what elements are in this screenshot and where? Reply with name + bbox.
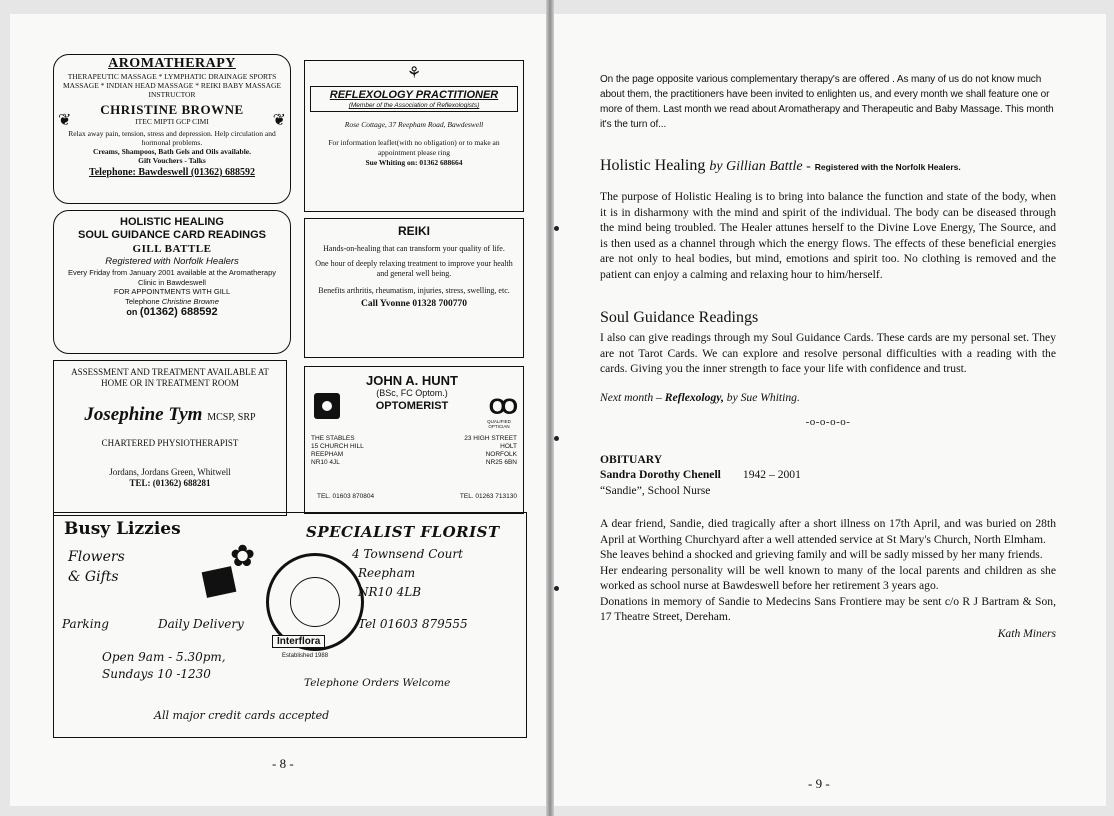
punch-hole-mark xyxy=(554,436,559,441)
address-line: NR10 4LB xyxy=(358,585,422,599)
holistic-phone: (01362) 688592 xyxy=(139,306,218,318)
soul-guidance-heading: Soul Guidance Readings xyxy=(600,309,759,326)
florist-address xyxy=(352,545,463,602)
page-left xyxy=(10,14,546,806)
holistic-heading xyxy=(600,156,1056,177)
florist-tel: Tel 01603 879555 xyxy=(358,617,468,631)
flower-icon: ❦ xyxy=(272,112,286,129)
holistic-schedule: Every Friday from January 2001 available at the Aromatherapy Clinic in Bawdeswell xyxy=(67,268,277,287)
obituary-paragraph: A dear friend, Sandie, died tragically after a short illness on 17th April, and was buried on 28th April at Worthing Churchyard after a well attended service at St Mary's Church, North Elmham. xyxy=(600,517,1056,546)
next-author: by Sue Whiting. xyxy=(726,390,800,404)
reflexology-address: Rose Cottage, 37 Reepham Road, Bawdeswell xyxy=(344,120,484,129)
tel-right: TEL. 01263 713130 xyxy=(459,493,517,500)
optometrist-degrees: (BSc, FC Optom.) xyxy=(376,388,448,398)
florist-ad xyxy=(53,512,527,738)
parking-text: Parking xyxy=(62,617,109,631)
address-line: NR10 4JL xyxy=(311,459,340,466)
reiki-call: Call Yvonne 01328 700770 xyxy=(360,299,467,309)
obituary-years: 1942 – 2001 xyxy=(742,468,801,481)
interflora-logo: Interflora xyxy=(272,635,325,648)
holistic-registered: Registered with the Norfolk Healers. xyxy=(814,162,961,172)
contact-prefix: Telephone xyxy=(125,296,160,306)
address-line: 23 HIGH STREET xyxy=(464,435,517,442)
page-number-right: - 9 - xyxy=(808,776,830,791)
florist-tagline xyxy=(68,547,125,587)
address-left xyxy=(311,435,414,467)
article xyxy=(600,72,1056,640)
section-separator: -o-o-o-o- xyxy=(805,415,851,428)
aromatherapy-ad xyxy=(53,54,291,204)
address-line: HOLT xyxy=(500,443,517,450)
glasses-icon: OO xyxy=(488,394,513,419)
reiki-line3: Benefits arthritis, rheumatism, injuries, stress, swelling, etc. xyxy=(318,286,510,295)
established-label: Established 1988 xyxy=(282,653,329,659)
page-number-left: - 8 - xyxy=(272,756,294,771)
soul-guidance-paragraph: I also can give readings through my Soul Guidance Cards. These cards are my personal set. They are not Tarot Cards. We can explore and resolve personal difficulties with a reading with the cards. Giving you the inner strength to face your life with confidence and trust. xyxy=(600,331,1056,375)
healer-name: GILL BATTLE xyxy=(132,243,212,255)
aromatherapy-body: Relax away pain, tension, stress and depression. Help circulation and hormonal problems. xyxy=(68,129,276,147)
physio-tel: TEL: (01362) 688281 xyxy=(129,478,211,488)
obituary-heading: OBITUARY xyxy=(600,452,663,466)
tel-left: TEL. 01603 870804 xyxy=(317,493,375,500)
flower-icon: ❦ xyxy=(58,112,72,129)
address-line: NR25 6BN xyxy=(485,459,517,466)
book-spine xyxy=(546,0,554,816)
obituary-nickname: “Sandie”, School Nurse xyxy=(600,483,711,497)
physio-name: Josephine Tym xyxy=(84,404,203,425)
aromatherapy-products: Creams, Shampoos, Bath Gels and Oils available. xyxy=(92,147,251,156)
address-line: 4 Townsend Court xyxy=(352,547,463,561)
address-line: 15 CHURCH HILL xyxy=(311,443,364,450)
phone-orders-text: Telephone Orders Welcome xyxy=(304,677,451,689)
obituary-name: Sandra Dorothy Chenell xyxy=(600,468,721,481)
optometrist-ad xyxy=(304,366,524,514)
physio-quals: MCSP, SRP xyxy=(207,412,256,423)
reflexology-info: For information leaflet(with no obligation) or to make an appointment please ring xyxy=(328,138,500,157)
on-label: on xyxy=(126,307,138,317)
reflexology-member: (Member of the Association of Reflexologists) xyxy=(348,102,480,109)
hours-weekday: Open 9am - 5.30pm, xyxy=(102,650,226,664)
holistic-author: by Gillian Battle - xyxy=(709,159,811,174)
reflexology-contact: Sue Whiting on: 01362 688664 xyxy=(365,158,463,167)
optometrist-name: JOHN A. HUNT xyxy=(366,373,458,388)
holistic-phone-line xyxy=(60,306,284,318)
seal-inner-ring xyxy=(290,577,340,627)
aromatherapy-title: AROMATHERAPY xyxy=(108,56,236,71)
address-line: REEPHAM xyxy=(311,451,344,458)
next-prefix: Next month – xyxy=(600,390,662,404)
obituary-name-line xyxy=(600,467,1056,483)
address-line: THE STABLES xyxy=(311,435,355,442)
florist-brand: Busy Lizzies xyxy=(64,519,181,539)
page-right xyxy=(554,14,1106,806)
florist-heading: SPECIALIST FLORIST xyxy=(306,523,500,541)
optometrist-tels xyxy=(311,493,517,500)
holistic-appointments: FOR APPOINTMENTS WITH GILL xyxy=(113,287,231,296)
assessment-text: ASSESSMENT AND TREATMENT AVAILABLE AT HOME OR IN TREATMENT ROOM xyxy=(71,367,269,388)
holistic-paragraph: The purpose of Holistic Healing is to bring into balance the function and state of the body, when it is in disharmony with the mind and spirit of the individual. The body can be diseased through the mind being troubled. The Healer attunes herself to the Divine Love Energy, The Source, and is then used as a channel through which the energy flows. The effects of these beneficial energies are not only to heal bodies, but mind, emotions and spirit too. No clothing is removed and the patient can enjoy a calming and relaxing hour to him/herself. xyxy=(600,190,1056,281)
article-intro: On the page opposite various complementary therapy's are offered . As many of us do not know much about them, the practitioners have been invited to enlighten us, and every month we shall feature one or more of them. Last month we read about Aromatherapy and Therapeutic and Baby Massage. This month it's the turn of... xyxy=(600,74,1054,130)
holistic-title: Holistic Healing xyxy=(600,157,706,174)
practitioner-quals: ITEC MIPTI GCP CIMI xyxy=(135,117,209,126)
holistic-subtitle: SOUL GUIDANCE CARD READINGS xyxy=(77,229,267,241)
reiki-ad xyxy=(304,218,524,358)
contact-name: Christine Browne xyxy=(161,296,219,306)
reiki-line1: Hands-on-healing that can transform your quality of life. xyxy=(323,244,505,253)
holistic-registered: Registered with Norfolk Healers xyxy=(105,256,239,267)
signature: Kath Miners xyxy=(997,626,1056,640)
optometrist-addresses xyxy=(311,435,517,467)
eye-logo-icon xyxy=(314,393,340,419)
address-line: NORFOLK xyxy=(485,451,517,458)
bouquet-icon: ✿ xyxy=(230,539,256,574)
aromatherapy-vouchers: Gift Vouchers - Talks xyxy=(138,156,206,165)
practitioner-name: CHRISTINE BROWNE xyxy=(100,102,244,117)
address-right xyxy=(414,435,517,467)
optometrist-role: OPTOMERIST xyxy=(375,400,449,412)
holistic-healing-ad xyxy=(53,210,291,354)
reflexology-ad xyxy=(304,60,524,212)
aromatherapy-services: THERAPEUTIC MASSAGE * LYMPHATIC DRAINAGE SPORTS MASSAGE * INDIAN HEAD MASSAGE * REIKI BABY MASSAGE INSTRUCTOR xyxy=(62,72,282,99)
reflexology-banner xyxy=(310,86,518,112)
gifts-text: & Gifts xyxy=(68,569,119,585)
physio-address: Jordans, Jordans Green, Whitwell xyxy=(109,467,231,477)
delivery-text: Daily Delivery xyxy=(158,617,244,631)
aromatherapy-telephone: Telephone: Bawdeswell (01362) 688592 xyxy=(88,167,256,178)
next-month-line xyxy=(600,391,1056,404)
hours-sunday: Sundays 10 -1230 xyxy=(102,667,211,681)
address-line: Reepham xyxy=(358,566,416,580)
credit-cards-text: All major credit cards accepted xyxy=(154,709,330,722)
physio-role: CHARTERED PHYSIOTHERAPIST xyxy=(101,438,239,448)
punch-hole-mark xyxy=(554,586,559,591)
punch-hole-mark xyxy=(554,226,559,231)
holistic-contact xyxy=(60,297,284,307)
next-topic: Reflexology, xyxy=(664,390,724,404)
physio-name-line xyxy=(60,403,280,430)
obituary-paragraph: She leaves behind a shocked and grieving family and will be sadly missed by her many friends. xyxy=(600,548,1043,561)
obituary-paragraph: Donations in memory of Sandie to Medecins Sans Frontiere may be sent c/o R J Bartram & Son, 17 Theatre Street, Dereham. xyxy=(600,594,1056,623)
reiki-line2: One hour of deeply relaxing treatment to improve your health and general well being. xyxy=(315,259,513,278)
reiki-title: REIKI xyxy=(397,224,430,238)
holistic-title: HOLISTIC HEALING xyxy=(120,216,224,228)
flowers-text: Flowers xyxy=(68,549,125,565)
plant-icon: ⚘ xyxy=(406,65,422,82)
physiotherapist-ad xyxy=(53,360,287,516)
obituary-paragraph: Her endearing personality will be well known to many of the local parents and children as she worked as school nurse at Bawdeswell before her retirement 3 years ago. xyxy=(600,563,1056,592)
qualified-optician-label: QUALIFIED OPTICIAN xyxy=(487,419,511,429)
florist-hours xyxy=(102,649,226,683)
reflexology-title: REFLEXOLOGY PRACTITIONER xyxy=(329,89,499,101)
